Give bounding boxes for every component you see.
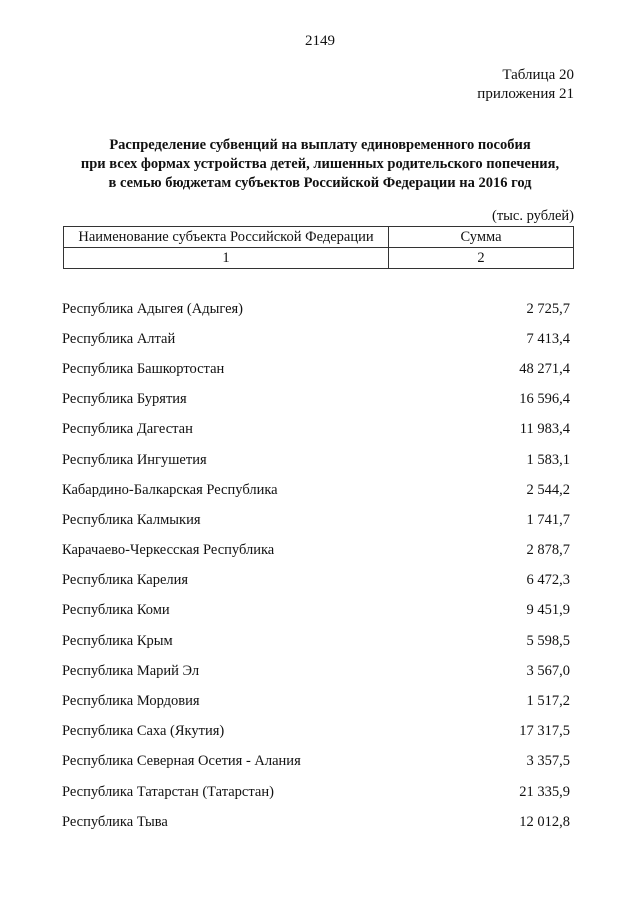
table-row <box>62 807 570 837</box>
region-name: Карачаево-Черкесская Республика <box>62 542 275 559</box>
region-amount: 2 725,7 <box>526 300 570 317</box>
region-name: Республика Карелия <box>62 572 189 589</box>
region-amount: 5 598,5 <box>526 632 570 649</box>
title-line-1: Распределение субвенций на выплату единовременного пособия <box>109 137 531 153</box>
header-region-name: Наименование субъекта Российской Федерации <box>64 227 389 248</box>
region-name: Республика Башкортостан <box>62 360 225 377</box>
region-name: Республика Ингушетия <box>62 451 207 468</box>
column-number-2: 2 <box>389 248 574 269</box>
region-name: Республика Калмыкия <box>62 511 201 528</box>
region-amount: 48 271,4 <box>519 360 570 377</box>
region-name: Республика Алтай <box>62 330 176 347</box>
region-amount: 3 567,0 <box>526 662 570 679</box>
document-title <box>0 136 640 193</box>
region-amount: 11 983,4 <box>519 421 570 438</box>
region-name: Республика Крым <box>62 632 173 649</box>
region-amount: 2 544,2 <box>526 481 570 498</box>
table-row <box>62 385 570 415</box>
region-name: Республика Бурятия <box>62 391 187 408</box>
table-row <box>62 686 570 716</box>
region-amount: 1 741,7 <box>526 511 570 528</box>
region-amount: 2 878,7 <box>526 542 570 559</box>
region-name: Республика Дагестан <box>62 421 193 438</box>
table-row <box>62 656 570 686</box>
region-amount: 17 317,5 <box>519 723 570 740</box>
region-name: Республика Тыва <box>62 813 168 830</box>
header-row <box>64 227 574 248</box>
table-row <box>62 777 570 807</box>
table-body <box>62 294 570 837</box>
region-name: Кабардино-Балкарская Республика <box>62 481 278 498</box>
table-header <box>63 226 574 269</box>
region-name: Республика Мордовия <box>62 693 200 710</box>
units-label: (тыс. рублей) <box>492 208 574 224</box>
table-row <box>62 475 570 505</box>
header-amount: Сумма <box>389 227 574 248</box>
table-ref-line-2: приложения 21 <box>477 86 574 102</box>
region-amount: 3 357,5 <box>526 753 570 770</box>
region-amount: 6 472,3 <box>526 572 570 589</box>
region-amount: 12 012,8 <box>519 813 570 830</box>
region-name: Республика Татарстан (Татарстан) <box>62 783 274 800</box>
region-name: Республика Саха (Якутия) <box>62 723 225 740</box>
table-row <box>62 294 570 324</box>
table-reference <box>477 66 574 104</box>
title-line-3: в семью бюджетам субъектов Российской Федерации на 2016 год <box>108 175 532 191</box>
region-name: Республика Коми <box>62 602 170 619</box>
table-row <box>62 415 570 445</box>
table-row <box>62 747 570 777</box>
table-row <box>62 596 570 626</box>
region-amount: 1 517,2 <box>526 693 570 710</box>
table-row <box>62 626 570 656</box>
table-row <box>62 354 570 384</box>
region-amount: 1 583,1 <box>526 451 570 468</box>
table-row <box>62 505 570 535</box>
table-row <box>62 445 570 475</box>
region-amount: 9 451,9 <box>526 602 570 619</box>
column-number-1: 1 <box>64 248 389 269</box>
region-amount: 21 335,9 <box>519 783 570 800</box>
page-number: 2149 <box>305 33 335 49</box>
column-number-row <box>64 248 574 269</box>
table-ref-line-1: Таблица 20 <box>502 67 574 83</box>
table-row <box>62 566 570 596</box>
table-row <box>62 536 570 566</box>
region-amount: 7 413,4 <box>526 330 570 347</box>
table-row <box>62 324 570 354</box>
region-amount: 16 596,4 <box>519 391 570 408</box>
region-name: Республика Северная Осетия - Алания <box>62 753 301 770</box>
region-name: Республика Марий Эл <box>62 662 200 679</box>
title-line-2: при всех формах устройства детей, лишенных родительского попечения, <box>80 156 560 172</box>
region-name: Республика Адыгея (Адыгея) <box>62 300 244 317</box>
table-row <box>62 717 570 747</box>
